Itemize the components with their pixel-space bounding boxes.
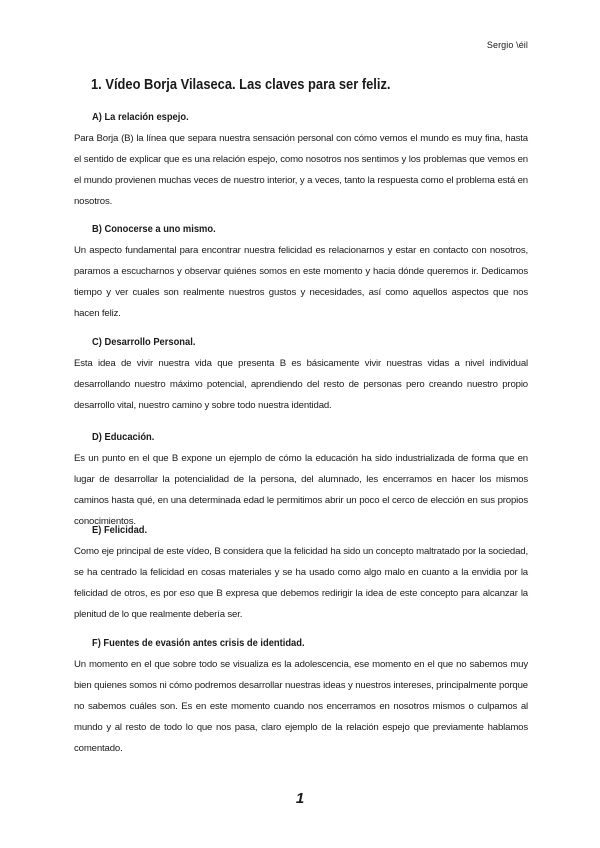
section-paragraph: Como eje principal de este vídeo, B considera que la felicidad ha sido un concepto maltratado por la sociedad, se ha centrado la felicidad en cosas materiales y se ha usado como algo malo en cuanto a la envidia por la felicidad de otros, es por eso que B expresa que debemos redirigir la idea de este concepto para alcanzar la plenitud de lo que realmente debería ser.: [74, 546, 528, 620]
section-f: [74, 638, 528, 759]
section-paragraph: Esta idea de vivir nuestra vida que presenta B es básicamente vivir nuestras vidas a nivel individual desarrollando nuestro máximo potencial, aprendiendo del resto de personas pero creando nuestro propio desarrollo vital, nuestro camino y sobre todo nuestra identidad.: [74, 358, 528, 411]
section-heading: B) Conocerse a uno mismo.: [92, 224, 216, 235]
section-heading: C) Desarrollo Personal.: [92, 337, 196, 348]
section-a: [74, 112, 528, 212]
page-number: 1: [295, 790, 305, 807]
section-e: [74, 525, 528, 625]
section-heading: E) Felicidad.: [92, 525, 148, 536]
section-paragraph: Para Borja (B) la línea que separa nuestra sensación personal con cómo vemos el mundo es muy fina, hasta el sentido de explicar que es una relación espejo, como nosotros nos sentimos y los problemas que vemos en el mundo provienen muchas veces de nuestro interior, y a veces, tanto la respuesta como el problema está en nosotros.: [74, 133, 528, 207]
section-c: [74, 337, 528, 416]
section-paragraph: Un momento en el que sobre todo se visualiza es la adolescencia, ese momento en el que no sabemos muy bien quienes somos ni cómo podremos desarrollar nuestras ideas y nuestros intereses, principalmente porque no sabemos cuáles son. Es en este momento cuando nos encerramos en nosotros mismos o culpamos al mundo y al resto de todo lo que nos pasa, claro ejemplo de la relación espejo que previamente hablamos comentado.: [74, 659, 528, 754]
section-paragraph: Es un punto en el que B expone un ejemplo de cómo la educación ha sido industrializada de forma que en lugar de desarrollar la potencialidad de la persona, del alumnado, les encerramos en hacer los mismos caminos hasta qué, en una determinada edad le permitimos abrir un poco el cerco de elección en sus propios conocimientos.: [74, 453, 528, 527]
section-heading: A) La relación espejo.: [92, 112, 189, 123]
section-paragraph: Un aspecto fundamental para encontrar nuestra felicidad es relacionarnos y estar en contacto con nosotros, paramos a escucharnos y observar quiénes somos en este momento y hacia dónde queremos ir. Dedicamos tiempo y ver cuales son realmente nuestros gustos y necesidades, así como aquellos aspectos que nos hacen feliz.: [74, 245, 528, 319]
header-author: Sergio \éil: [486, 40, 528, 50]
section-d: [74, 432, 528, 532]
section-heading: F) Fuentes de evasión antes crisis de identidad.: [92, 638, 305, 649]
document-title: 1. Vídeo Borja Vilaseca. Las claves para ser feliz.: [91, 76, 391, 93]
section-heading: D) Educación.: [92, 432, 155, 443]
section-b: [74, 224, 528, 324]
